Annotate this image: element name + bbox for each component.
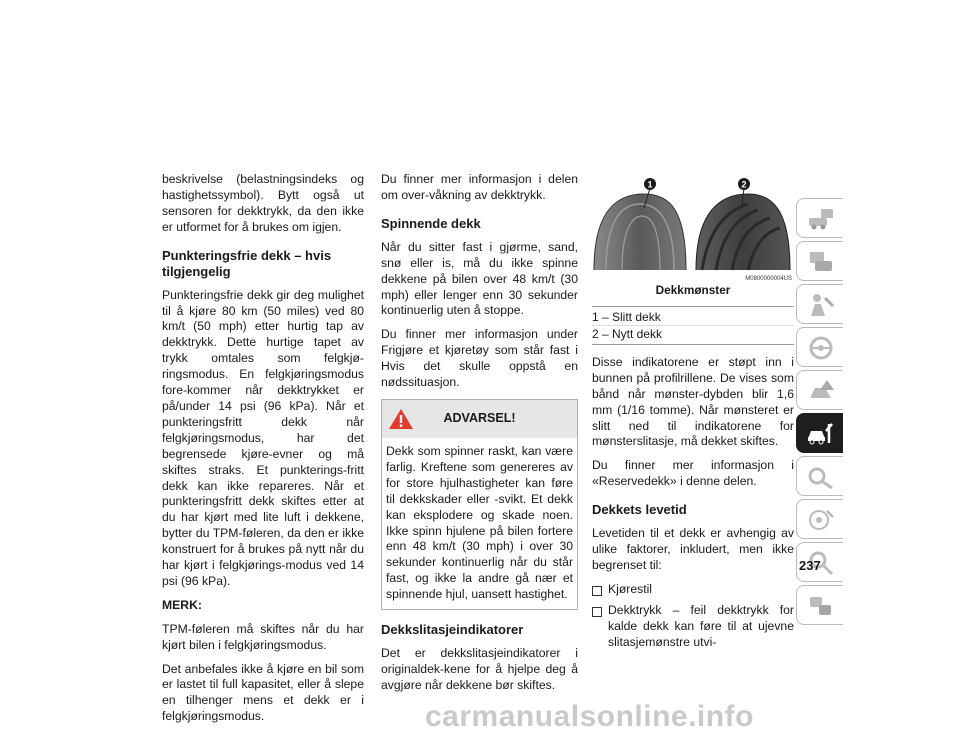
warning-car-icon bbox=[807, 378, 835, 404]
paragraph: Disse indikatorene er støpt inn i bunnen på profilrillene. De vises som bånd når mønster-dybden blir 1,6 mm (1/16 tomme). Når mønsteret er slitt ned til indikatorene for mønsterslitasje, må dekket skiftes. bbox=[592, 354, 794, 449]
tire-illustration bbox=[592, 170, 794, 282]
column-3 bbox=[592, 172, 794, 656]
tab-steering[interactable] bbox=[796, 327, 843, 367]
paragraph: Det anbefales ikke å kjøre en bil som er lastet til full kapasitet, eller å slepe en tilhenger mens et dekk er i felgkjøringsmodus. bbox=[162, 661, 364, 724]
car-info-icon bbox=[807, 206, 835, 232]
warning-text: Dekk som spinner raskt, kan være farlig. Kreftene som genereres av for store hjulhastigheter kan føre til dekkskader eller -svikt. Et dekk kan eksplodere og skade noen. Ikke spinn hjulene på bilen fortere enn 48 km/t (30 mph) i over 30 sekunder kontinuerlig når du står fast, og ikke la andre gå nær et spinnende hjul, uansett hastighet. bbox=[386, 443, 573, 602]
heading-wear-indicators: Dekkslitasjeindikatorer bbox=[381, 622, 524, 638]
bullet-box-icon bbox=[592, 586, 602, 596]
bullet-box-icon bbox=[592, 607, 602, 617]
column-2 bbox=[381, 172, 578, 702]
legend-item: 2 – Nytt dekk bbox=[592, 326, 663, 341]
messages-icon bbox=[807, 249, 835, 275]
callout-1: 1 bbox=[647, 179, 653, 190]
paragraph: Du finner mer informasjon i «Reservedekk» i denne delen. bbox=[592, 458, 794, 489]
paragraph: Du finner mer informasjon under Frigjøre et kjøretøy som står fast i Hvis det skulle oppstå en nødssituasjon. bbox=[381, 327, 578, 390]
callout-2: 2 bbox=[741, 179, 747, 190]
language-icon bbox=[807, 593, 835, 619]
figure-caption: Dekkmønster bbox=[655, 283, 731, 297]
list-item bbox=[592, 603, 794, 651]
paragraph: beskrivelse (belastningsindeks og hastighetssymbol). Bytt også ut sensoren for dekktrykk, da den ikke er utformet for å brukes om igjen. bbox=[162, 172, 364, 234]
list-item-text: Dekktrykk – feil dekktrykk for kalde dekk kan føre til at ujevne slitasjemønstre utvi- bbox=[608, 602, 794, 649]
worn-tire bbox=[594, 178, 686, 270]
watermark: carmanualsonline.info bbox=[425, 700, 754, 733]
paragraph: Du finner mer informasjon i delen om over-våkning av dekktrykk. bbox=[381, 172, 578, 202]
safety-icon bbox=[807, 292, 835, 318]
service-icon bbox=[807, 421, 835, 447]
column-1 bbox=[162, 172, 364, 733]
heading-tire-life: Dekkets levetid bbox=[592, 502, 687, 518]
paragraph: Levetiden til et dekk er avhengig av ulike faktorer, inkludert, men ikke begrenset til: bbox=[592, 526, 794, 572]
tab-warning-car[interactable] bbox=[796, 370, 843, 410]
note-label: MERK: bbox=[162, 597, 202, 612]
maintenance-icon bbox=[807, 464, 835, 490]
list-item bbox=[592, 582, 794, 598]
heading-spinning: Spinnende dekk bbox=[381, 215, 481, 231]
tab-maintenance[interactable] bbox=[796, 456, 843, 496]
steering-icon bbox=[807, 335, 835, 361]
tab-language[interactable] bbox=[796, 585, 843, 625]
tab-safety[interactable] bbox=[796, 284, 843, 324]
figure-code: M0800000004US bbox=[745, 276, 792, 282]
warning-header bbox=[382, 400, 577, 438]
tab-car-info[interactable] bbox=[796, 198, 843, 238]
heading-runflat: Punkteringsfrie dekk – hvis tilgjengelig bbox=[162, 247, 332, 279]
tire-tread-figure bbox=[592, 170, 794, 282]
tab-multimedia[interactable] bbox=[796, 499, 843, 539]
multimedia-icon bbox=[807, 507, 835, 533]
warning-box bbox=[381, 399, 578, 610]
tab-messages[interactable] bbox=[796, 241, 843, 281]
list-item-text: Kjørestil bbox=[608, 581, 653, 596]
tab-service[interactable] bbox=[796, 413, 843, 453]
paragraph: Når du sitter fast i gjørme, sand, snø eller is, må du ikke spinne dekkene på bilen over 48 km/t (30 mph) eller lenger enn 30 sekunder kontinuerlig uten å stoppe. bbox=[381, 239, 578, 318]
note-text: TPM-føleren må skiftes når du har kjørt bilen i felgkjøringsmodus. bbox=[162, 621, 364, 652]
paragraph: Punkteringsfrie dekk gir deg mulighet til å kjøre 80 km (50 miles) ved 80 km/t (50 mph) etter hurtig tap av dekktrykk. Dette hurtige tapet av trykk omtales som felgkjø-ringsmodus. En felgkjøringsmodus fore-kommer når dekktrykket er på/under 14 psi (96 kPa). Når et punkteringsfritt dekk når felgkjøringsmodus, har det begrensede kjøre-evner og må skiftes straks. Et punkterings-fritt dekk kan ikke repareres. Når et punkteringsfritt dekk skiftes etter at du har kjørt med lite luft i dekkene, bytter du TPM-føleren, da den er ikke konstruert for å brukes på nytt når du har kjørt i felgkjørings-modus ved 14 psi (96 kPa). bbox=[162, 287, 364, 588]
paragraph: Det er dekkslitasjeindikatorer i originaldek-kene for å hjelpe deg å avgjøre når dekkene bør skiftes. bbox=[381, 646, 578, 692]
legend-item: 1 – Slitt dekk bbox=[592, 309, 794, 326]
figure-legend bbox=[592, 306, 794, 345]
new-tire bbox=[696, 178, 790, 270]
warning-title: ADVARSEL! bbox=[443, 410, 516, 425]
page-number: 237 bbox=[799, 558, 821, 573]
